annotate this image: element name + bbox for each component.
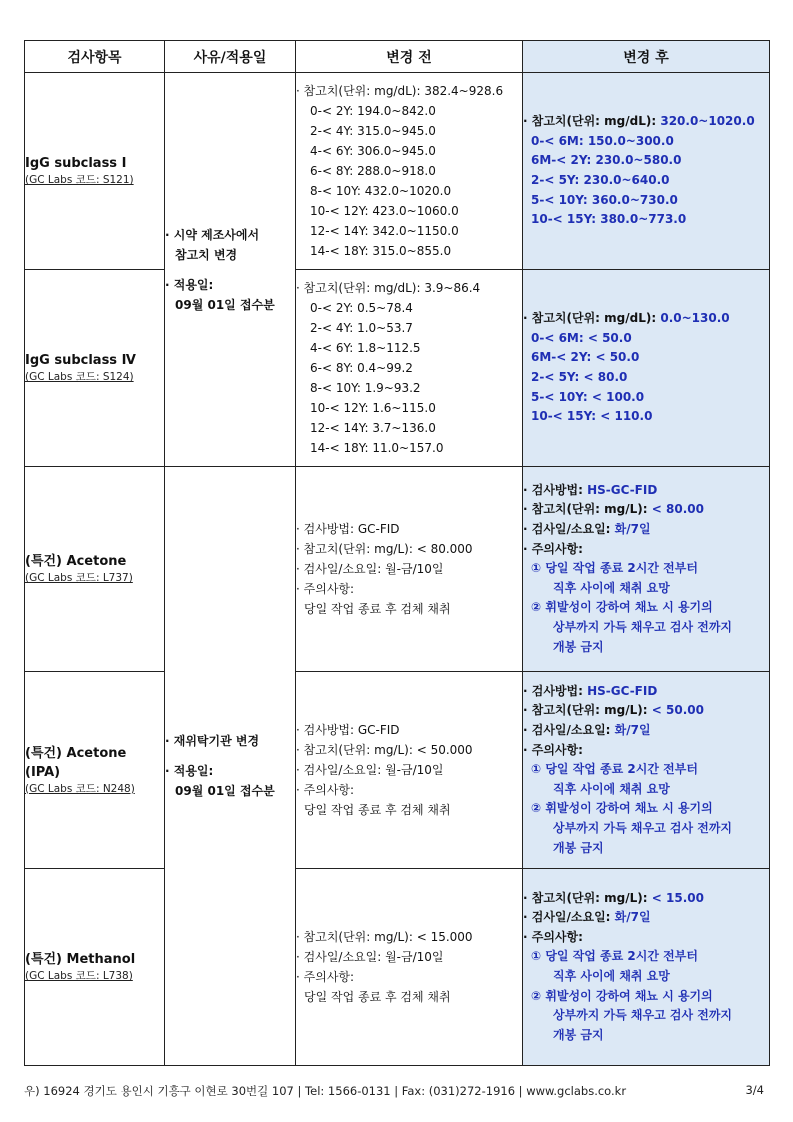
before-line: 10-< 12Y: 423.0~1060.0: [310, 204, 459, 218]
after-range: 2-< 5Y: < 80.0: [531, 370, 628, 384]
item-name: (특건) Acetone: [25, 554, 127, 569]
item-code: (GC Labs 코드: L737): [25, 572, 133, 584]
after-caution: ② 휘발성이 강하여 채뇨 시 용기의: [531, 988, 713, 1003]
item-name: IgG subclass Ⅳ: [25, 353, 136, 368]
before-line: · 검사일/소요일: 월-금/10일: [296, 950, 444, 964]
table-header-row: [25, 41, 770, 73]
after-caution: ② 휘발성이 강하여 채뇨 시 용기의: [531, 600, 713, 615]
reason-text: · 시약 제조사에서: [165, 227, 260, 242]
after-caution-label: · 주의사항:: [523, 929, 583, 944]
after-range: 10-< 15Y: 380.0~773.0: [531, 212, 687, 227]
after-line: [523, 908, 769, 928]
before-line: 2-< 4Y: 1.0~53.7: [310, 321, 413, 335]
after-caution-label: · 주의사항:: [523, 742, 583, 757]
before-line: 2-< 4Y: 315.0~945.0: [310, 124, 436, 138]
item-cell: [25, 73, 165, 270]
after-method-label: · 검사방법:: [523, 482, 583, 497]
item-cell: [25, 869, 165, 1066]
before-line: 14-< 18Y: 11.0~157.0: [310, 441, 444, 455]
before-line: 당일 작업 종료 후 검체 채취: [304, 803, 451, 817]
before-line: 4-< 6Y: 1.8~112.5: [310, 341, 421, 355]
after-day-value: 화/7일: [614, 723, 651, 738]
after-day-label: · 검사일/소요일:: [523, 522, 611, 537]
after-cell: [523, 869, 770, 1066]
before-line: · 참고치(단위: mg/dL): 3.9~86.4: [296, 281, 481, 295]
table-row: [25, 869, 770, 1066]
table-row: [25, 672, 770, 869]
change-notice-table: [24, 40, 770, 1066]
before-line: · 참고치(단위: mg/L): < 15.000: [296, 930, 473, 944]
after-cell: [523, 467, 770, 672]
after-ref-value: < 80.00: [651, 502, 704, 517]
after-caution: 직후 사이에 채취 요망: [553, 580, 670, 595]
after-line: [523, 682, 769, 702]
after-ref-label: · 참고치(단위: mg/L):: [523, 703, 648, 718]
after-cell: [523, 270, 770, 467]
before-line: · 참고치(단위: mg/L): < 80.000: [296, 542, 473, 556]
after-ref-value: 320.0~1020.0: [660, 114, 755, 129]
header-reason: 사유/적용일: [165, 41, 296, 73]
after-line: [523, 309, 769, 329]
after-cell: [523, 73, 770, 270]
after-day-value: 화/7일: [614, 522, 651, 537]
after-day-value: 화/7일: [614, 910, 651, 925]
before-line: 0-< 2Y: 0.5~78.4: [310, 301, 413, 315]
table-row: [25, 270, 770, 467]
item-cell: [25, 672, 165, 869]
before-line: · 참고치(단위: mg/L): < 50.000: [296, 743, 473, 757]
after-caution: ① 당일 작업 종료 2시간 전부터: [531, 762, 698, 777]
after-range: 5-< 10Y: 360.0~730.0: [531, 192, 678, 207]
item-name: IgG subclass Ⅰ: [25, 156, 127, 171]
after-ref-value: < 15.00: [651, 890, 704, 905]
after-caution: 개봉 금지: [553, 1027, 604, 1042]
item-code: (GC Labs 코드: L738): [25, 970, 133, 982]
after-method-label: · 검사방법:: [523, 683, 583, 698]
after-ref-label: · 참고치(단위: mg/L):: [523, 890, 648, 905]
before-line: · 주의사항:: [296, 582, 355, 596]
after-range: 2-< 5Y: 230.0~640.0: [531, 173, 670, 187]
item-code: (GC Labs 코드: N248): [25, 782, 135, 795]
item-name: (특건) Methanol: [25, 952, 136, 967]
after-line: [523, 701, 769, 721]
reason-cell: [165, 467, 296, 1066]
item-cell: [25, 467, 165, 672]
header-item: 검사항목: [25, 41, 165, 73]
before-line: · 주의사항:: [296, 970, 355, 984]
after-caution: 직후 사이에 채취 요망: [553, 781, 670, 796]
after-day-label: · 검사일/소요일:: [523, 910, 611, 925]
after-caution: ① 당일 작업 종료 2시간 전부터: [531, 949, 698, 964]
item-name: (특건) Acetone: [25, 745, 127, 761]
after-caution: 개봉 금지: [553, 639, 604, 654]
after-range: 0-< 6M: < 50.0: [531, 330, 632, 345]
apply-date-label: · 적용일:: [165, 277, 214, 292]
after-ref-label: · 참고치(단위: mg/L):: [523, 502, 648, 517]
header-after: 변경 후: [523, 41, 770, 73]
before-line: · 검사일/소요일: 월-금/10일: [296, 763, 444, 777]
after-caution: 상부까지 가득 채우고 검사 전까지: [553, 619, 733, 634]
before-line: · 검사방법: GC-FID: [296, 723, 400, 737]
after-range: 10-< 15Y: < 110.0: [531, 409, 653, 424]
before-cell: [296, 270, 523, 467]
before-line: 6-< 8Y: 288.0~918.0: [310, 164, 436, 178]
before-line: 당일 작업 종료 후 검체 채취: [304, 990, 451, 1004]
apply-date-value: 09월 01일 접수분: [175, 297, 275, 312]
after-method-value: HS-GC-FID: [587, 482, 658, 497]
page-footer: [24, 1083, 764, 1099]
after-line: [523, 889, 769, 909]
before-cell: [296, 73, 523, 270]
before-line: 당일 작업 종료 후 검체 채취: [304, 602, 451, 616]
after-caution: ① 당일 작업 종료 2시간 전부터: [531, 561, 698, 576]
table-row: [25, 467, 770, 672]
before-line: 12-< 14Y: 342.0~1150.0: [310, 224, 459, 238]
after-line: [523, 520, 769, 540]
after-method-value: HS-GC-FID: [587, 683, 658, 698]
after-ref-label: · 참고치(단위: mg/dL):: [523, 114, 657, 129]
before-cell: [296, 869, 523, 1066]
item-code: (GC Labs 코드: S121): [25, 174, 134, 186]
after-ref-value: 0.0~130.0: [660, 311, 730, 326]
before-line: · 검사일/소요일: 월-금/10일: [296, 562, 444, 576]
before-cell: [296, 467, 523, 672]
apply-date-value: 09월 01일 접수분: [175, 784, 275, 798]
after-line: [523, 481, 769, 501]
after-range: 0-< 6M: 150.0~300.0: [531, 133, 674, 148]
before-line: 12-< 14Y: 3.7~136.0: [310, 421, 436, 435]
header-before: 변경 전: [296, 41, 523, 73]
after-caution: ② 휘발성이 강하여 채뇨 시 용기의: [531, 801, 713, 816]
before-line: 4-< 6Y: 306.0~945.0: [310, 144, 436, 158]
after-line: [523, 500, 769, 520]
after-range: 5-< 10Y: < 100.0: [531, 389, 645, 404]
before-line: · 주의사항:: [296, 783, 355, 797]
after-caution: 직후 사이에 채취 요망: [553, 969, 670, 983]
after-range: 6M-< 2Y: 230.0~580.0: [531, 153, 682, 168]
reason-text: 참고치 변경: [175, 247, 238, 262]
item-name-line2: (IPA): [25, 764, 61, 780]
after-range: 6M-< 2Y: < 50.0: [531, 350, 640, 365]
after-line: [523, 721, 769, 741]
before-line: 10-< 12Y: 1.6~115.0: [310, 401, 436, 415]
reason-cell: [165, 73, 296, 467]
after-day-label: · 검사일/소요일:: [523, 723, 611, 738]
before-line: 8-< 10Y: 432.0~1020.0: [310, 184, 452, 198]
after-caution: 상부까지 가득 채우고 검사 전까지: [553, 1008, 733, 1023]
after-caution: 개봉 금지: [553, 840, 604, 855]
page-number: 3/4: [745, 1083, 764, 1097]
footer-contact: 우) 16924 경기도 용인시 기흥구 이현로 30번길 107 | Tel: 1566-0131 | Fax: (031)272-1916 | www.gclabs.co.kr: [24, 1084, 627, 1098]
after-caution-label: · 주의사항:: [523, 541, 583, 556]
after-line: [523, 112, 769, 132]
after-ref-value: < 50.00: [651, 703, 704, 718]
before-line: 8-< 10Y: 1.9~93.2: [310, 381, 421, 395]
table-row: [25, 73, 770, 270]
before-line: · 참고치(단위: mg/dL): 382.4~928.6: [296, 84, 504, 98]
apply-date-label: · 적용일:: [165, 764, 214, 778]
item-code: (GC Labs 코드: S124): [25, 371, 134, 383]
after-ref-label: · 참고치(단위: mg/dL):: [523, 311, 657, 326]
reason-text: · 재위탁기관 변경: [165, 734, 260, 748]
after-caution: 상부까지 가득 채우고 검사 전까지: [553, 820, 733, 835]
before-cell: [296, 672, 523, 869]
before-line: 6-< 8Y: 0.4~99.2: [310, 361, 413, 375]
item-cell: [25, 270, 165, 467]
before-line: 14-< 18Y: 315.0~855.0: [310, 244, 452, 258]
before-line: · 검사방법: GC-FID: [296, 522, 400, 536]
after-cell: [523, 672, 770, 869]
before-line: 0-< 2Y: 194.0~842.0: [310, 104, 436, 118]
